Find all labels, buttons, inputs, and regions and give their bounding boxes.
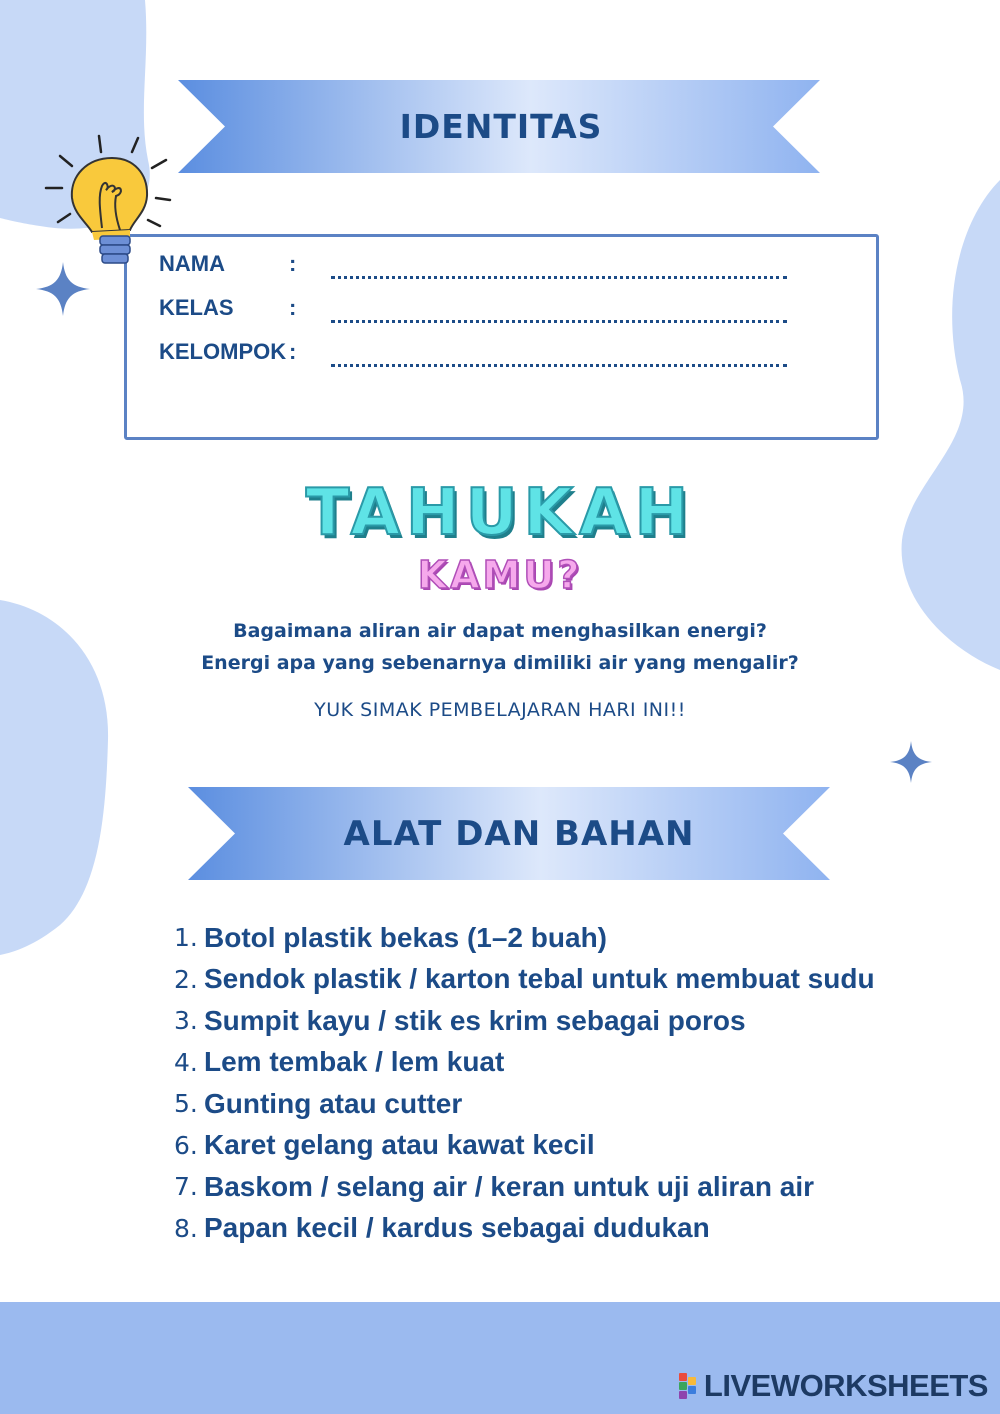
item-text: Papan kecil / kardus sebagai dudukan <box>204 1212 710 1244</box>
group-colon: : <box>289 339 297 364</box>
did-you-know-subtitle: KAMU? <box>417 553 583 597</box>
list-item <box>174 959 875 1001</box>
item-text: Botol plastik bekas (1–2 buah) <box>204 921 607 953</box>
did-you-know-title: TAHUKAH <box>305 476 695 550</box>
liveworksheets-logo-icon <box>679 1373 701 1399</box>
list-item <box>174 1208 875 1250</box>
item-number: 6. <box>174 1130 198 1160</box>
light-bulb-icon <box>42 130 172 275</box>
list-item <box>174 1125 875 1167</box>
item-text: Karet gelang atau kawat kecil <box>204 1129 595 1161</box>
name-field-row <box>159 249 787 279</box>
identity-header-ribbon <box>178 80 820 173</box>
footer-band <box>0 1302 1000 1414</box>
item-text: Sumpit kayu / stik es krim sebagai poros <box>204 1004 746 1036</box>
list-item <box>174 1042 875 1084</box>
item-number: 8. <box>174 1213 198 1243</box>
name-input-line[interactable] <box>331 258 787 279</box>
background-blob-left <box>0 590 120 970</box>
class-field-row <box>159 293 787 323</box>
list-item <box>174 1000 875 1042</box>
background-blob-right <box>900 180 1000 680</box>
item-text: Lem tembak / lem kuat <box>204 1046 505 1078</box>
list-item <box>174 1083 875 1125</box>
list-item <box>174 1166 875 1208</box>
group-input-line[interactable] <box>331 346 787 367</box>
liveworksheets-brand-text: LIVEWORKSHEETS <box>703 1368 988 1403</box>
sparkle-icon-left <box>36 262 90 316</box>
group-field-row <box>159 337 787 367</box>
question-2: Energi apa yang sebenarnya dimiliki air yang mengalir? <box>201 652 799 674</box>
call-to-action: YUK SIMAK PEMBELAJARAN HARI INI!! <box>314 699 686 721</box>
item-text: Sendok plastik / karton tebal untuk membuat sudu <box>204 963 875 995</box>
group-label: KELOMPOK <box>159 339 287 364</box>
item-text: Baskom / selang air / keran untuk uji aliran air <box>204 1170 814 1202</box>
name-colon: : <box>289 251 297 276</box>
name-label: NAMA <box>159 251 225 276</box>
question-1: Bagaimana aliran air dapat menghasilkan energi? <box>233 620 767 642</box>
item-number: 1. <box>174 923 198 953</box>
item-number: 7. <box>174 1172 198 1202</box>
item-text: Gunting atau cutter <box>204 1087 463 1119</box>
class-label: KELAS <box>159 295 234 320</box>
sparkle-icon-right <box>890 741 932 783</box>
class-input-line[interactable] <box>331 302 787 323</box>
materials-header-ribbon <box>188 787 830 880</box>
materials-list <box>174 917 875 1249</box>
identity-title: IDENTITAS <box>399 107 603 146</box>
list-item <box>174 917 875 959</box>
item-number: 5. <box>174 1089 198 1119</box>
materials-title: ALAT DAN BAHAN <box>343 813 695 854</box>
item-number: 4. <box>174 1047 198 1077</box>
item-number: 3. <box>174 1006 198 1036</box>
identity-form-box <box>124 234 879 440</box>
liveworksheets-logo[interactable] <box>679 1368 988 1404</box>
class-colon: : <box>289 295 297 320</box>
item-number: 2. <box>174 964 198 994</box>
